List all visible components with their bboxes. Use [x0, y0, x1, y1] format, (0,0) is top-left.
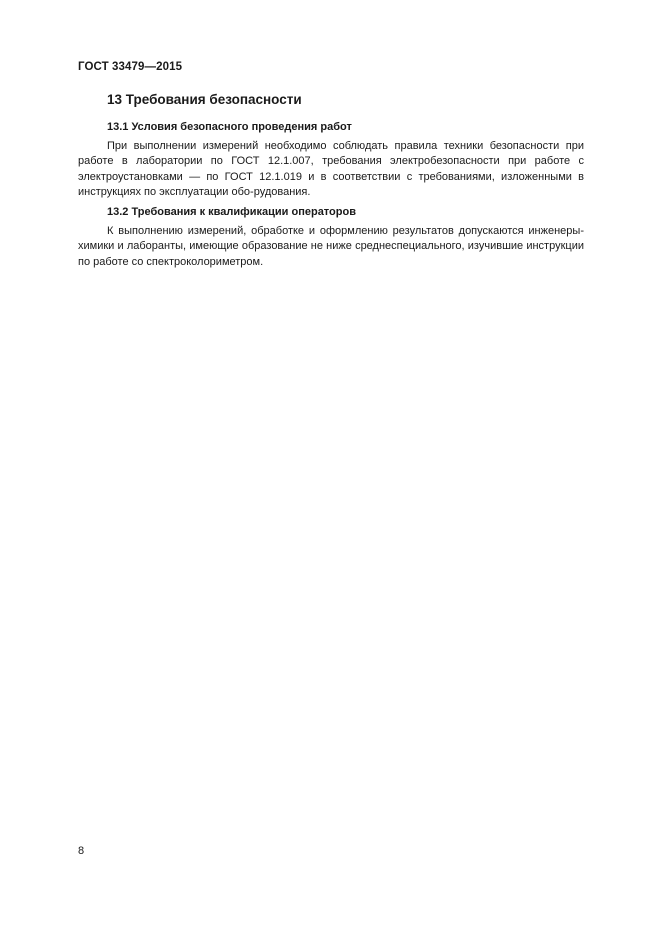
- paragraph-operator-qualification: К выполнению измерений, обработке и оформлению результатов допускаются инженеры-химики и лаборанты, имеющие образование не ниже среднеспециального, изучившие инструкции по работе со спектроколориметром.: [78, 225, 584, 268]
- document-code-header: ГОСТ 33479—2015: [78, 61, 183, 73]
- subsection-title-safety-conditions: 13.1 Условия безопасного проведения работ: [107, 121, 352, 133]
- paragraph-safety-conditions: При выполнении измерений необходимо соблюдать правила техники безопасности при работе в лаборатории по ГОСТ 12.1.007, требования электробезопасности при работе с электроустановками — по ГОСТ 12.1.019 и в соответствии с требованиями, изложенными в инструкциях по эксплуатации обо-рудования.: [78, 140, 584, 198]
- subsection-title-operator-qualification: 13.2 Требования к квалификации операторов: [107, 206, 356, 218]
- page-number: 8: [78, 845, 85, 857]
- section-title: 13 Требования безопасности: [107, 92, 302, 107]
